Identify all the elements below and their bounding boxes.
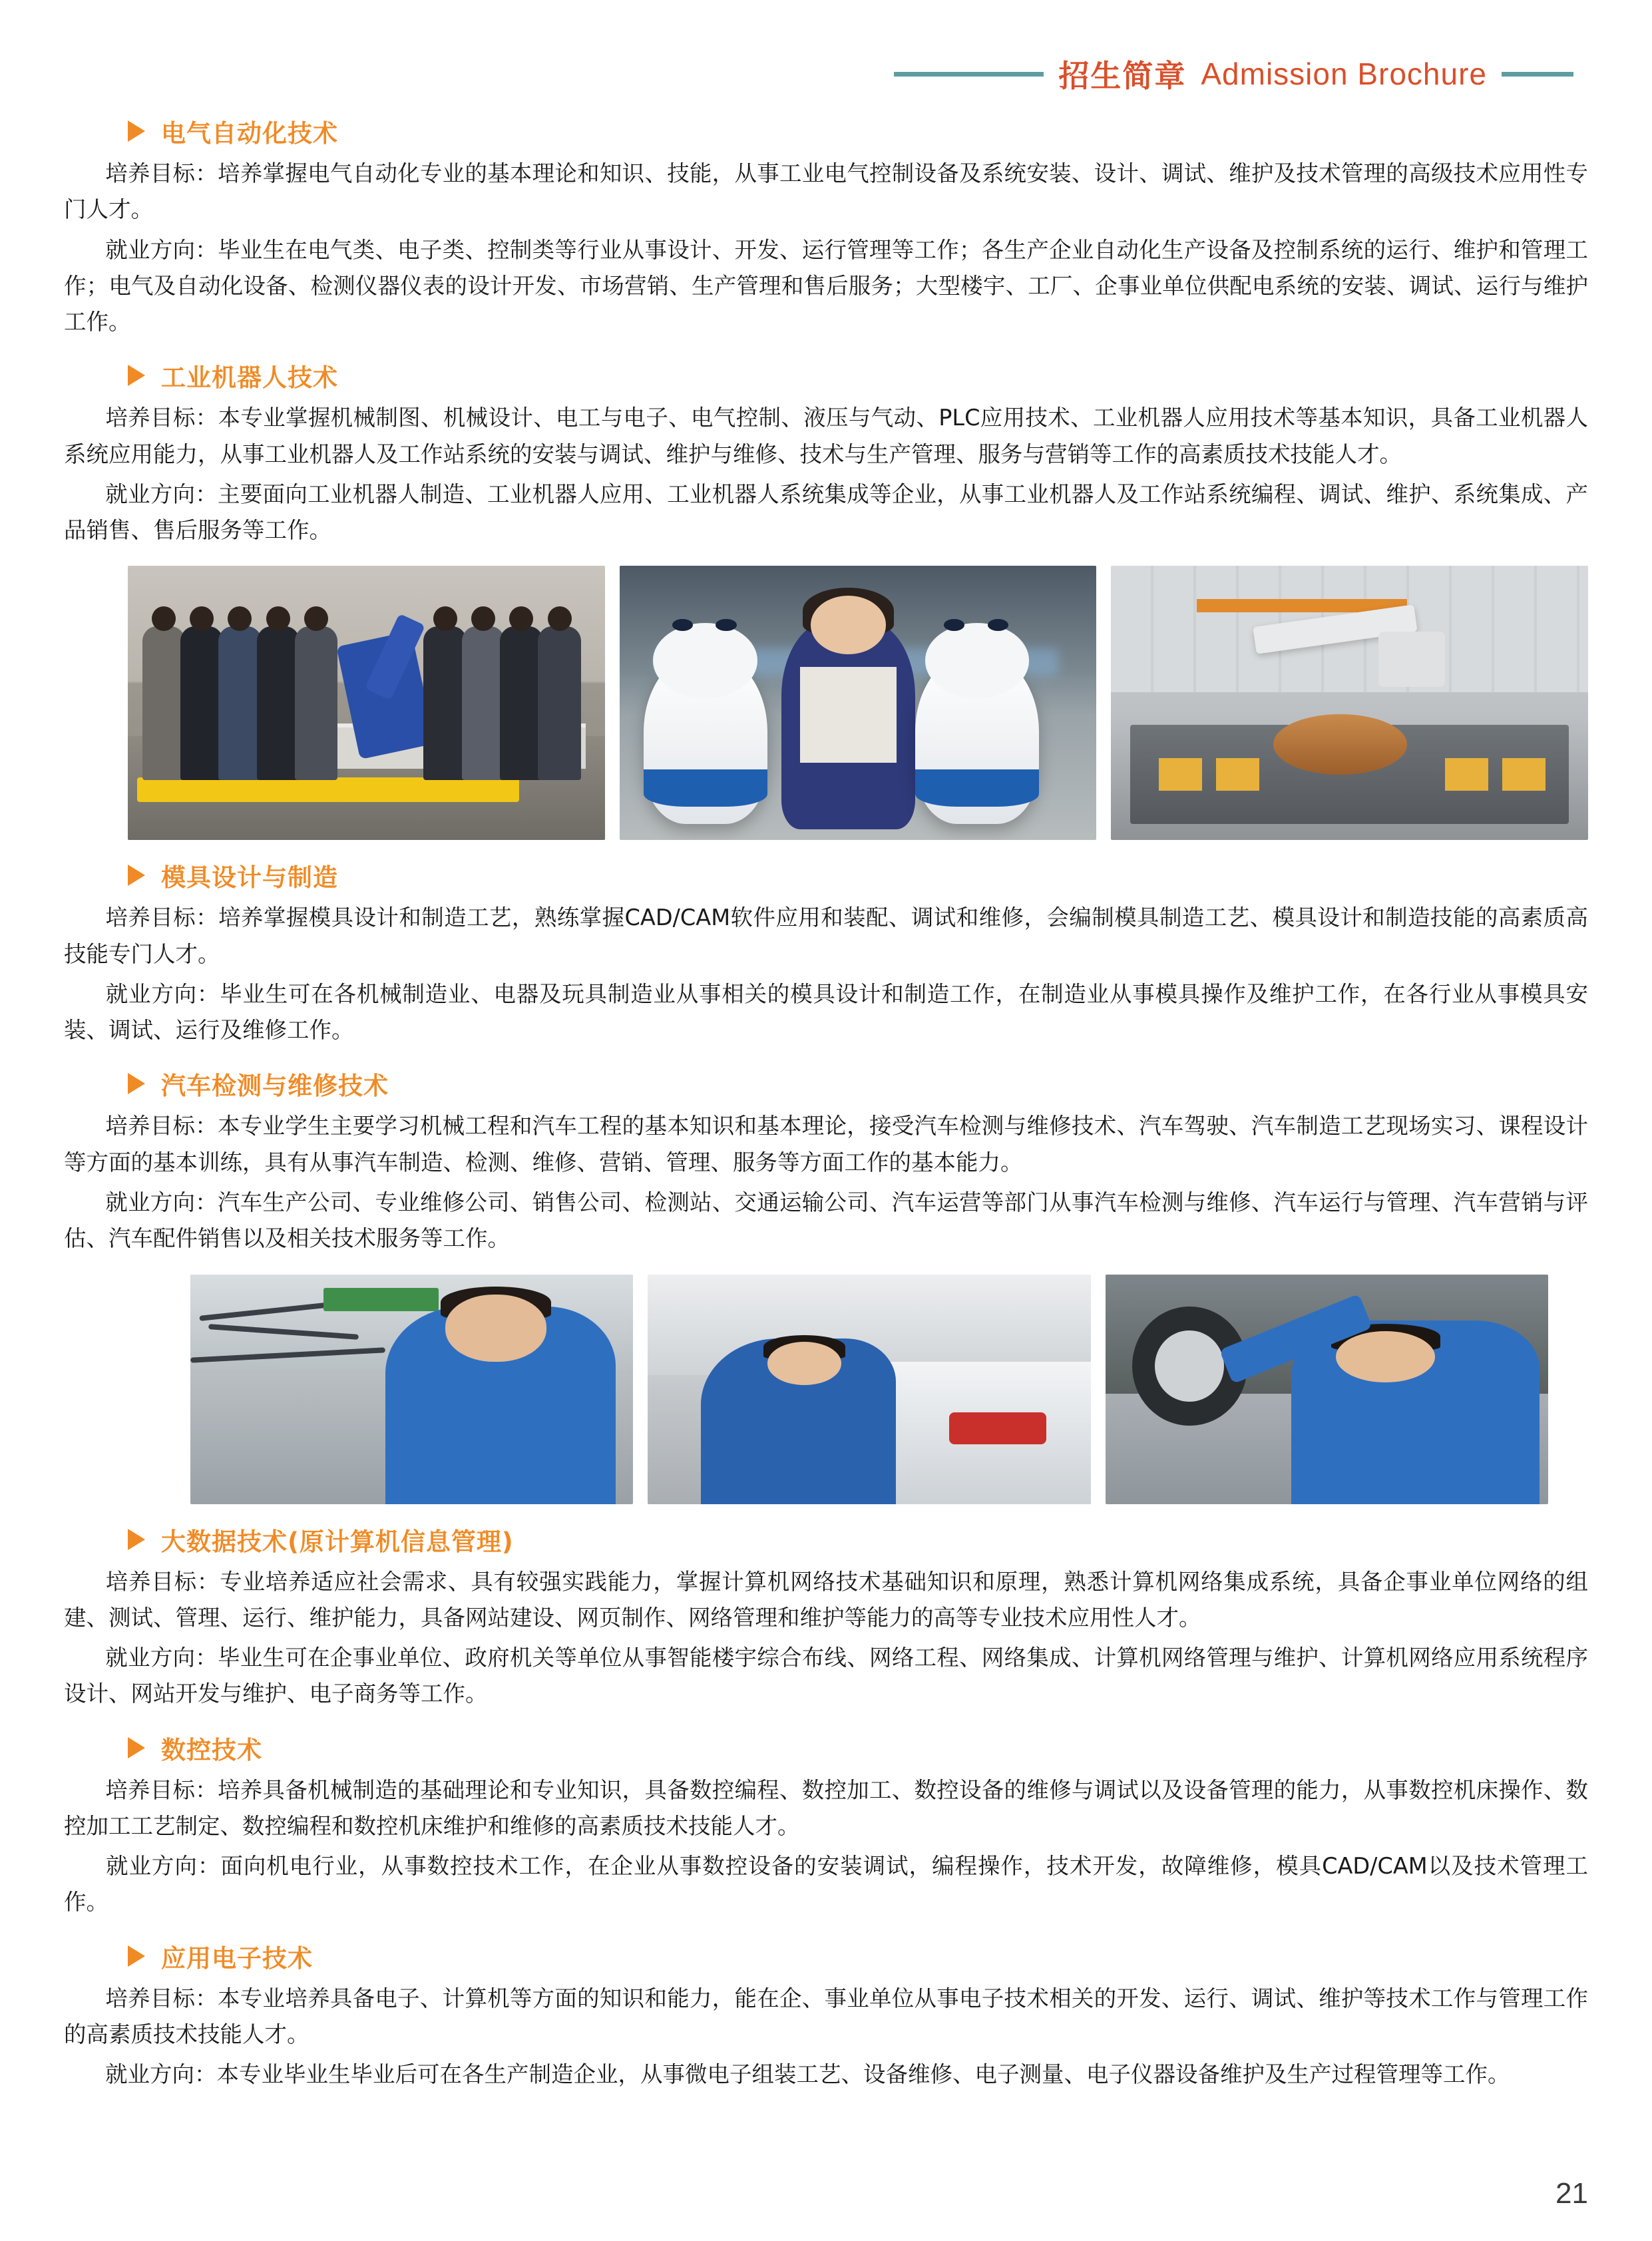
section-career	[64, 1848, 1588, 1921]
section-title: 大数据技术(原计算机信息管理)	[161, 1527, 514, 1556]
section-heading-auto-maintenance	[128, 1066, 1588, 1102]
triangle-bullet-icon	[128, 1073, 145, 1094]
section-title: 电气自动化技术	[161, 119, 338, 148]
photo-students-robot-arm	[128, 566, 605, 840]
section-goal	[64, 400, 1588, 473]
section-goal	[64, 900, 1588, 972]
section-career	[64, 1640, 1588, 1713]
section-goal	[64, 1981, 1588, 2053]
section-title: 模具设计与制造	[161, 863, 338, 893]
section-goal-text: 培养目标：本专业学生主要学习机械工程和汽车工程的基本知识和基本理论，接受汽车检测与维修技术、汽车驾驶、汽车制造工艺现场实习、课程设计等方面的基本训练，具有从事汽车制造、检测、维修、营销、管理、服务等方面工作的基本能力。	[64, 1113, 1588, 1175]
photo-car-taillight-inspection	[648, 1275, 1090, 1504]
photo-row-automotive	[190, 1275, 1548, 1504]
section-title: 应用电子技术	[161, 1943, 313, 1973]
triangle-bullet-icon	[128, 1945, 145, 1967]
section-goal-text: 培养目标：本专业培养具备电子、计算机等方面的知识和能力，能在企、事业单位从事电子技术相关的开发、运行、调试、维护等技术工作与管理工作的高素质技术技能人才。	[64, 1985, 1588, 2047]
section-heading-applied-electronics	[128, 1938, 1588, 1974]
section-goal	[64, 1108, 1588, 1181]
photo-vehicle-underbody-inspection	[1106, 1275, 1548, 1504]
section-career-text: 就业方向：汽车生产公司、专业维修公司、销售公司、检测站、交通运输公司、汽车运营等部门从事汽车检测与维修、汽车运行与管理、汽车营销与评估、汽车配件销售以及相关技术服务等工作。	[64, 1189, 1588, 1252]
section-goal-text: 培养目标：培养掌握模具设计和制造工艺，熟练掌握CAD/CAM软件应用和装配、调试和维修，会编制模具制造工艺、模具设计和制造技能的高素质高技能专门人才。	[64, 905, 1588, 967]
section-career-text: 就业方向：毕业生可在各机械制造业、电器及玩具制造业从事相关的模具设计和制造工作，在制造业从事模具操作及维护工作，在各行业从事模具安装、调试、运行及维修工作。	[64, 980, 1588, 1044]
photo-service-robots	[620, 566, 1097, 840]
section-career-text: 就业方向：面向机电行业，从事数控技术工作，在企业从事数控设备的安装调试，编程操作，技术开发，故障维修，模具CAD/CAM以及技术管理工作。	[64, 1853, 1588, 1916]
section-career	[64, 232, 1588, 341]
header-title-cn: 招生简章	[1058, 58, 1187, 94]
section-goal-text: 培养目标：专业培养适应社会需求、具有较强实践能力，掌握计算机网络技术基础知识和原理，熟悉计算机网络集成系统，具备企事业单位网络的组建、测试、管理、运行、维护能力，具备网站建设、网页制作、网络管理和维护等能力的高等专业技术应用性人才。	[64, 1568, 1588, 1631]
section-career	[64, 477, 1588, 549]
triangle-bullet-icon	[128, 120, 145, 142]
header-rule-left	[894, 72, 1044, 77]
page-number: 21	[1555, 2177, 1588, 2210]
section-goal-text: 培养目标：本专业掌握机械制图、机械设计、电工与电子、电气控制、液压与气动、PLC应用技术、工业机器人应用技术等基本知识，具备工业机器人系统应用能力，从事工业机器人及工作站系统的安装与调试、维护与维修、技术与生产管理、服务与营销等工作的高素质技术技能人才。	[64, 405, 1588, 467]
header-title-en: Admission Brochure	[1201, 57, 1487, 91]
section-career-text: 就业方向：毕业生可在企事业单位、政府机关等单位从事智能楼宇综合布线、网络工程、网络集成、计算机网络管理与维护、计算机网络应用系统程序设计、网站开发与维护、电子商务等工作。	[64, 1645, 1588, 1707]
triangle-bullet-icon	[128, 865, 145, 886]
section-title: 汽车检测与维修技术	[161, 1072, 389, 1101]
triangle-bullet-icon	[128, 365, 145, 386]
section-heading-electrical-automation	[128, 113, 1588, 149]
section-heading-cnc	[128, 1730, 1588, 1766]
section-title: 工业机器人技术	[161, 363, 338, 393]
section-goal-text: 培养目标：培养掌握电气自动化专业的基本理论和知识、技能，从事工业电气控制设备及系统安装、设计、调试、维护及技术管理的高级技术应用性专门人才。	[64, 160, 1588, 223]
section-goal	[64, 1564, 1588, 1637]
header-rule-right	[1502, 72, 1573, 77]
section-career	[64, 1185, 1588, 1257]
photo-wiring-technician	[190, 1275, 633, 1504]
triangle-bullet-icon	[128, 1737, 145, 1758]
section-career	[64, 976, 1588, 1049]
section-career-text: 就业方向：毕业生在电气类、电子类、控制类等行业从事设计、开发、运行管理等工作；各生产企业自动化生产设备及控制系统的运行、维护和管理工作；电气及自动化设备、检测仪器仪表的设计开发、市场营销、生产管理和售后服务；大型楼宇、工厂、企事业单位供配电系统的安装、调试、运行与维护工作。	[64, 236, 1588, 335]
section-heading-industrial-robot	[128, 357, 1588, 393]
photo-row-robotics	[128, 566, 1588, 840]
page-header	[64, 0, 1588, 96]
section-heading-mold-design	[128, 857, 1588, 893]
section-career-text: 就业方向：本专业毕业生毕业后可在各生产制造企业，从事微电子组装工艺、设备维修、电子测量、电子仪器设备维护及生产过程管理等工作。	[105, 2061, 1510, 2088]
triangle-bullet-icon	[128, 1529, 145, 1550]
photo-welding-robot-cell	[1111, 566, 1588, 840]
section-goal	[64, 1772, 1588, 1845]
section-heading-big-data	[128, 1522, 1588, 1557]
section-goal-text: 培养目标：培养具备机械制造的基础理论和专业知识，具备数控编程、数控加工、数控设备的维修与调试以及设备管理的能力，从事数控机床操作、数控加工工艺制定、数控编程和数控机床维护和维修的高素质技术技能人才。	[64, 1776, 1588, 1839]
section-title: 数控技术	[161, 1735, 262, 1764]
section-goal	[64, 156, 1588, 228]
section-career	[64, 2057, 1588, 2093]
section-career-text: 就业方向：主要面向工业机器人制造、工业机器人应用、工业机器人系统集成等企业，从事工业机器人及工作站系统编程、调试、维护、系统集成、产品销售、售后服务等工作。	[64, 481, 1588, 544]
